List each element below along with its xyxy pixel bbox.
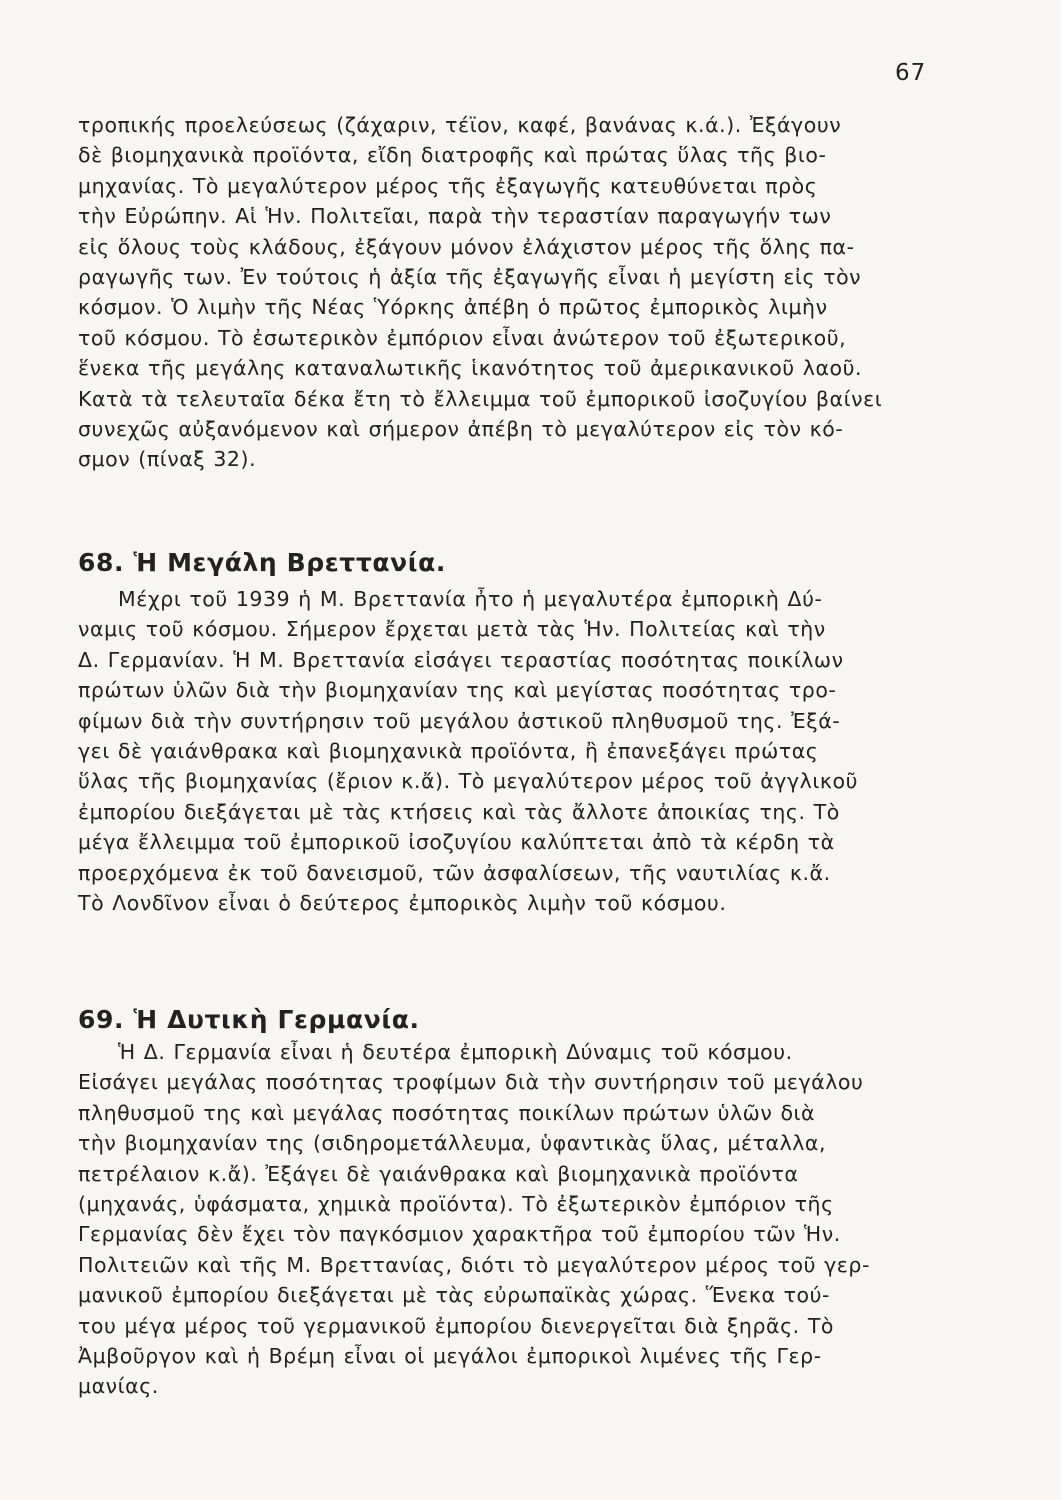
section-68-paragraph xyxy=(78,584,930,918)
text-line: τὴν βιομηχανίαν της (σιδηρομετάλλευμα, ὑφαντικὰς ὕλας, μέταλλα, xyxy=(78,1131,827,1156)
text-line: ἕνεκα τῆς μεγάλης καταναλωτικῆς ἱκανότητος τοῦ ἀμερικανικοῦ λαοῦ. xyxy=(78,356,863,381)
text-line: Τὸ Λονδῖνον εἶναι ὁ δεύτερος ἐμπορικὸς λιμὴν τοῦ κόσμου. xyxy=(78,890,727,915)
text-line: γει δὲ γαιάνθρακα καὶ βιομηχανικὰ προϊόντα, ἢ ἐπανεξάγει πρώτας xyxy=(78,738,819,763)
text-line: πληθυσμοῦ της καὶ μεγάλας ποσότητας ποικίλων πρώτων ὑλῶν διὰ xyxy=(78,1100,816,1125)
text-line: ραγωγῆς των. Ἐν τούτοις ἡ ἀξία τῆς ἐξαγωγῆς εἶναι ἡ μεγίστη εἰς τὸν xyxy=(78,264,862,289)
text-line: Γερμανίας δὲν ἔχει τὸν παγκόσμιον χαρακτῆρα τοῦ ἐμπορίου τῶν Ἡν. xyxy=(78,1222,841,1247)
text-line: μηχανίας. Τὸ μεγαλύτερον μέρος τῆς ἐξαγωγῆς κατευθύνεται πρὸς xyxy=(78,173,818,198)
text-line: πετρέλαιον κ.ἄ). Ἐξάγει δὲ γαιάνθρακα καὶ βιομηχανικὰ προϊόντα xyxy=(78,1161,799,1186)
text-line: μανικοῦ ἐμπορίου διεξάγεται μὲ τὰς εὐρωπαϊκὰς χώρας. Ἕνεκα τού- xyxy=(78,1283,831,1308)
text-line: Ἡ Δ. Γερμανία εἶναι ἡ δευτέρα ἐμπορικὴ Δύναμις τοῦ κόσμου. xyxy=(118,1040,793,1064)
section-69-paragraph xyxy=(78,1037,930,1402)
text-line: ἐμπορίου διεξάγεται μὲ τὰς κτήσεις καὶ τὰς ἄλλοτε ἀποικίας της. Τὸ xyxy=(78,799,840,824)
text-line: τοῦ κόσμου. Τὸ ἐσωτερικὸν ἐμπόριον εἶναι ἀνώτερον τοῦ ἐξωτερικοῦ, xyxy=(78,325,847,350)
text-line: σμον (πίναξ 32). xyxy=(78,447,257,472)
text-line: Εἰσάγει μεγάλας ποσότητας τροφίμων διὰ τὴν συντήρησιν τοῦ μεγάλου xyxy=(78,1070,864,1095)
text-line: του μέγα μέρος τοῦ γερμανικοῦ ἐμπορίου διενεργεῖται διὰ ξηρᾶς. Τὸ xyxy=(78,1313,834,1338)
text-line: Κατὰ τὰ τελευταῖα δέκα ἔτη τὸ ἔλλειμμα τοῦ ἐμπορικοῦ ἰσοζυγίου βαίνει xyxy=(78,386,883,411)
text-line: Πολιτειῶν καὶ τῆς Μ. Βρεττανίας, διότι τὸ μεγαλύτερον μέρος τοῦ γερ- xyxy=(78,1252,870,1277)
text-line: Ἀμβοῦργον καὶ ἡ Βρέμη εἶναι οἱ μεγάλοι ἐμπορικοὶ λιμένες τῆς Γερ- xyxy=(78,1343,822,1368)
text-line: ναμις τοῦ κόσμου. Σήμερον ἔρχεται μετὰ τὰς Ἡν. Πολιτείας καὶ τὴν xyxy=(78,617,826,642)
section-heading-68: 68. Ἡ Μεγάλη Βρεττανία. xyxy=(78,548,446,577)
text-line: μανίας. xyxy=(78,1374,159,1399)
text-line: (μηχανάς, ὑφάσματα, χημικὰ προϊόντα). Τὸ ἐξωτερικὸν ἐμπόριον τῆς xyxy=(78,1191,834,1216)
page-number: 67 xyxy=(895,60,927,86)
text-line: προερχόμενα ἐκ τοῦ δανεισμοῦ, τῶν ἀσφαλίσεων, τῆς ναυτιλίας κ.ἄ. xyxy=(78,860,831,885)
text-line: εἰς ὅλους τοὺς κλάδους, ἐξάγουν μόνον ἐλάχιστον μέρος τῆς ὅλης πα- xyxy=(78,234,855,259)
text-line: τὴν Εὐρώπην. Αἱ Ἡν. Πολιτεῖαι, παρὰ τὴν τεραστίαν παραγωγήν των xyxy=(78,204,832,229)
text-line: μέγα ἔλλειμμα τοῦ ἐμπορικοῦ ἰσοζυγίου καλύπτεται ἀπὸ τὰ κέρδη τὰ xyxy=(78,830,835,855)
text-line: δὲ βιομηχανικὰ προϊόντα, εἴδη διατροφῆς καὶ πρώτας ὕλας τῆς βιο- xyxy=(78,143,827,168)
text-line: Μέχρι τοῦ 1939 ἡ Μ. Βρεττανία ἦτο ἡ μεγαλυτέρα ἐμπορικὴ Δύ- xyxy=(118,587,823,611)
text-line: τροπικής προελεύσεως (ζάχαριν, τέϊον, καφέ, βανάνας κ.ά.). Ἐξάγουν xyxy=(78,113,842,137)
text-line: πρώτων ὑλῶν διὰ τὴν βιομηχανίαν της καὶ μεγίστας ποσότητας τρο- xyxy=(78,678,837,703)
text-line: κόσμον. Ὁ λιμὴν τῆς Νέας Ὑόρκης ἀπέβη ὁ πρῶτος ἐμπορικὸς λιμὴν xyxy=(78,295,828,320)
text-line: ὕλας τῆς βιομηχανίας (ἔριον κ.ἄ). Τὸ μεγαλύτερον μέρος τοῦ ἀγγλικοῦ xyxy=(78,769,858,794)
section-heading-69: 69. Ἡ Δυτικὴ Γερμανία. xyxy=(78,1005,420,1034)
text-line: συνεχῶς αὐξανόμενον καὶ σήμερον ἀπέβη τὸ μεγαλύτερον εἰς τὸν κό- xyxy=(78,416,844,441)
text-line: Δ. Γερμανίαν. Ἡ Μ. Βρεττανία εἰσάγει τεραστίας ποσότητας ποικίλων xyxy=(78,647,844,672)
intro-paragraph xyxy=(78,110,930,475)
text-line: φίμων διὰ τὴν συντήρησιν τοῦ μεγάλου ἀστικοῦ πληθυσμοῦ της. Ἐξά- xyxy=(78,708,841,733)
